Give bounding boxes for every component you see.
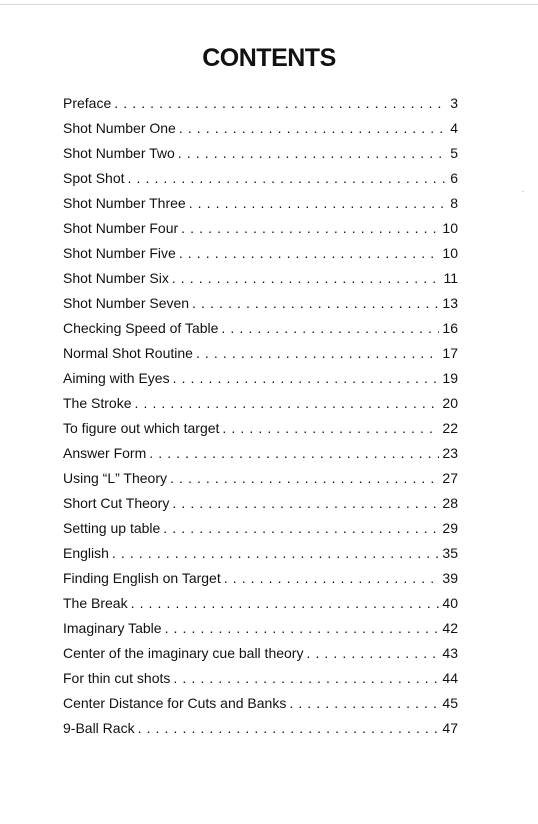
toc-entry-page-number: 13 [442,295,458,311]
toc-entry-title: The Stroke [63,395,132,411]
toc-entry [63,441,458,466]
dot-leader [196,341,439,366]
toc-entry [63,641,458,666]
toc-entry [63,566,458,591]
toc-entry [63,91,458,116]
toc-entry [63,291,458,316]
toc-entry-page-number: 22 [442,420,458,436]
toc-entry-title: Shot Number Four [63,220,179,236]
toc-entry-page-number: 47 [442,720,458,736]
toc-entry [63,416,458,441]
toc-entry-title: Answer Form [63,445,147,461]
dot-leader [149,441,439,466]
toc-entry-title: English [63,545,109,561]
toc-entry [63,491,458,516]
dot-leader [114,91,445,116]
toc-entry-page-number: 6 [450,170,458,186]
toc-entry [63,341,458,366]
toc-entry-title: Shot Number Seven [63,295,190,311]
toc-entry-title: The Break [63,595,128,611]
dot-leader [222,416,439,441]
toc-entry-title: Shot Number Two [63,145,175,161]
toc-entry-page-number: 44 [442,670,458,686]
toc-entry [63,391,458,416]
dot-leader [128,166,446,191]
dot-leader [172,266,441,291]
toc-entry-page-number: 40 [442,595,458,611]
dot-leader [131,591,440,616]
toc-entry [63,716,458,741]
toc-entry [63,616,458,641]
dot-leader [224,566,440,591]
toc-entry [63,316,458,341]
dot-leader [189,191,445,216]
toc-entry-page-number: 4 [450,120,458,136]
dot-leader [179,116,445,141]
toc-entry-title: To figure out which target [63,420,220,436]
toc-entry-page-number: 23 [442,445,458,461]
toc-entry-page-number: 39 [442,570,458,586]
dot-leader [134,391,439,416]
toc-entry-title: For thin cut shots [63,670,171,686]
scan-speck: ˙ [522,190,525,200]
toc-entry-title: Normal Shot Routine [63,345,193,361]
toc-entry-title: 9-Ball Rack [63,720,135,736]
toc-entry-title: Shot Number Three [63,195,186,211]
toc-entry-title: Checking Speed of Table [63,320,219,336]
dot-leader [192,291,439,316]
toc-entry-page-number: 27 [442,470,458,486]
toc-entry-title: Using “L” Theory [63,470,168,486]
toc-entry-page-number: 29 [442,520,458,536]
toc-entry [63,216,458,241]
dot-leader [289,691,439,716]
dot-leader [163,516,439,541]
dot-leader [138,716,440,741]
toc-entry [63,666,458,691]
toc-entry [63,266,458,291]
toc-entry-title: Spot Shot [63,170,125,186]
toc-entry [63,241,458,266]
toc-entry [63,116,458,141]
toc-entry-title: Imaginary Table [63,620,162,636]
toc-entry-page-number: 19 [442,370,458,386]
page-title: CONTENTS [202,44,336,72]
toc-entry [63,591,458,616]
toc-entry-page-number: 8 [450,195,458,211]
toc-entry-title: Shot Number One [63,120,176,136]
toc-entry-title: Preface [63,95,112,111]
toc-entry-page-number: 3 [450,95,458,111]
toc-entry-page-number: 10 [442,245,458,261]
table-of-contents [63,91,458,741]
toc-entry-title: Finding English on Target [63,570,221,586]
toc-entry-title: Center of the imaginary cue ball theory [63,645,304,661]
toc-entry-title: Center Distance for Cuts and Banks [63,695,287,711]
toc-entry [63,541,458,566]
toc-entry [63,191,458,216]
toc-entry [63,516,458,541]
toc-entry [63,691,458,716]
toc-entry-page-number: 5 [450,145,458,161]
toc-entry [63,141,458,166]
toc-entry-title: Aiming with Eyes [63,370,170,386]
toc-entry [63,166,458,191]
toc-entry-page-number: 28 [442,495,458,511]
toc-entry-title: Shot Number Five [63,245,176,261]
toc-entry-page-number: 45 [442,695,458,711]
top-rule [0,4,538,5]
toc-entry-page-number: 35 [442,545,458,561]
toc-entry-page-number: 11 [443,270,458,286]
dot-leader [173,366,440,391]
dot-leader [179,241,440,266]
dot-leader [221,316,439,341]
toc-entry [63,466,458,491]
toc-entry-page-number: 16 [442,320,458,336]
toc-entry-page-number: 20 [442,395,458,411]
dot-leader [112,541,440,566]
dot-leader [306,641,439,666]
dot-leader [173,666,439,691]
toc-entry-title: Shot Number Six [63,270,169,286]
toc-entry-title: Short Cut Theory [63,495,170,511]
toc-entry [63,366,458,391]
dot-leader [170,466,439,491]
toc-entry-page-number: 10 [442,220,458,236]
dot-leader [172,491,439,516]
toc-entry-page-number: 17 [442,345,458,361]
dot-leader [178,141,445,166]
dot-leader [165,616,440,641]
toc-entry-page-number: 43 [442,645,458,661]
dot-leader [181,216,439,241]
toc-entry-page-number: 42 [442,620,458,636]
toc-entry-title: Setting up table [63,520,161,536]
